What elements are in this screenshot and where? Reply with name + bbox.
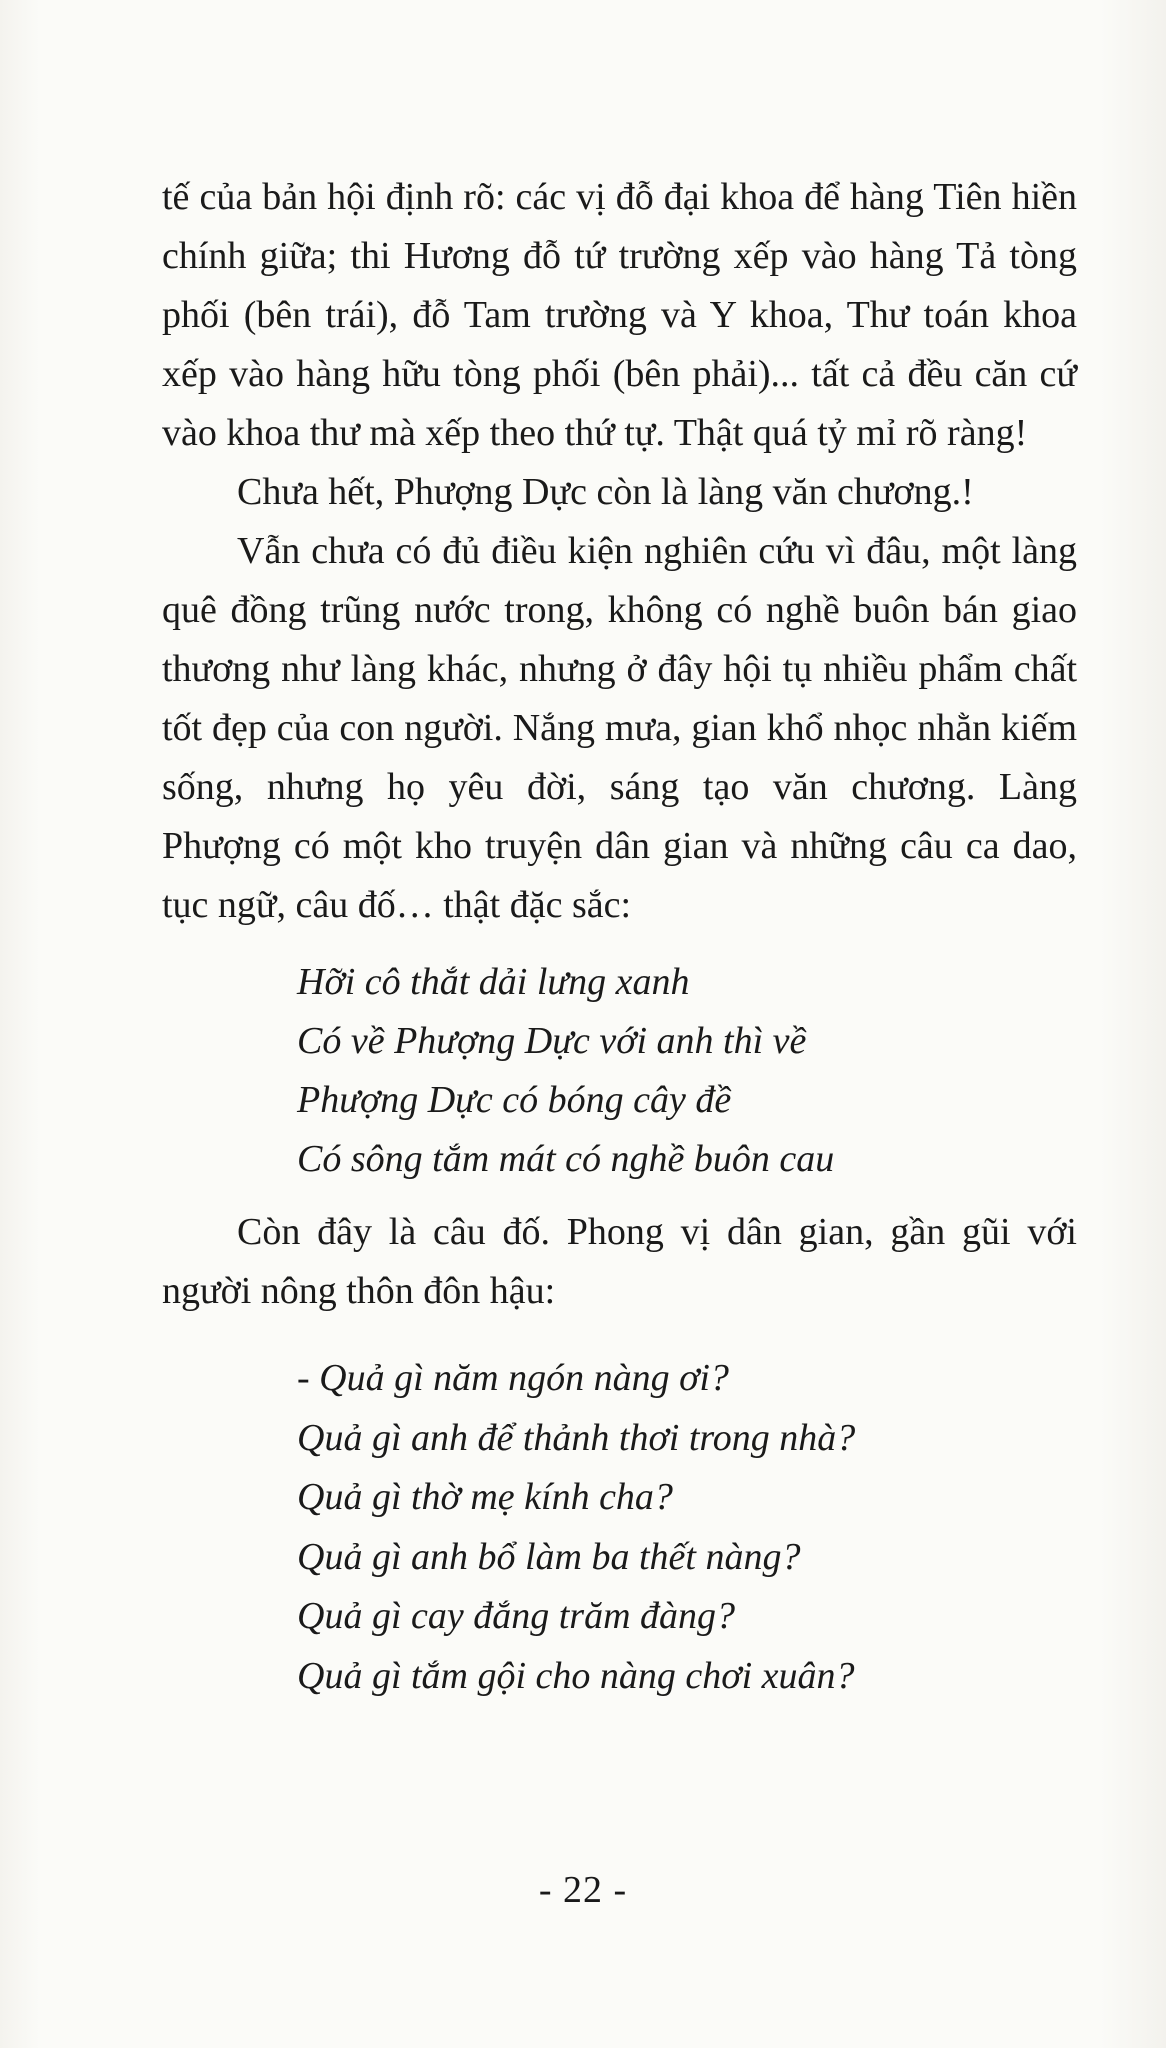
riddle-line: Quả gì anh để thảnh thơi trong nhà? — [297, 1416, 856, 1459]
folk-poem — [162, 953, 1077, 1189]
riddle-line: Quả gì cay đắng trăm đàng? — [297, 1595, 736, 1637]
body-text — [162, 168, 1077, 1706]
riddle-line: Quả gì tắm gội cho nàng chơi xuân? — [297, 1654, 855, 1697]
page-number: - 22 - — [538, 1869, 628, 1911]
poem-line: Có về Phượng Dực với anh thì về — [297, 1020, 807, 1062]
riddle-line: Quả gì anh bổ làm ba thết nàng? — [297, 1535, 801, 1578]
poem-line: Có sông tắm mát có nghề buôn cau — [297, 1138, 835, 1180]
paragraph-village-description: Vẫn chưa có đủ điều kiện nghiên cứu vì đâu, một làng quê đồng trũng nước trong, không có nghề buôn bán giao thương như làng khác, nhưng ở đây hội tụ nhiều phẩm chất tốt đẹp của con người. Nắng mưa, gian khổ nhọc nhằn kiếm sống, nhưng họ yêu đời, sáng tạo văn chương. Làng Phượng có một kho truyện dân gian và những câu ca dao, tục ngữ, câu đố… thật đặc sắc: — [162, 530, 1077, 926]
riddle-line: Quả gì thờ mẹ kính cha? — [297, 1476, 673, 1518]
riddle-line: - Quả gì năm ngón nàng ơi? — [297, 1357, 729, 1399]
paragraph-continued: tế của bản hội định rõ: các vị đỗ đại khoa để hàng Tiên hiền chính giữa; thi Hương đỗ tứ trường xếp vào hàng Tả tòng phối (bên trái), đỗ Tam trường và Y khoa, Thư toán khoa xếp vào hàng hữu tòng phối (bên phải)... tất cả đều căn cứ vào khoa thư mà xếp theo thứ tự. Thật quá tỷ mỉ rõ ràng! — [162, 176, 1077, 454]
poem-line: Phượng Dực có bóng cây đề — [297, 1079, 732, 1121]
paragraph-riddle-intro: Còn đây là câu đố. Phong vị dân gian, gần gũi với người nông thôn đôn hậu: — [162, 1211, 1077, 1312]
poem-line: Hỡi cô thắt dải lưng xanh — [297, 961, 690, 1003]
folk-riddle — [162, 1349, 1077, 1706]
paragraph-literary-village: Chưa hết, Phượng Dực còn là làng văn chương.! — [237, 471, 974, 513]
